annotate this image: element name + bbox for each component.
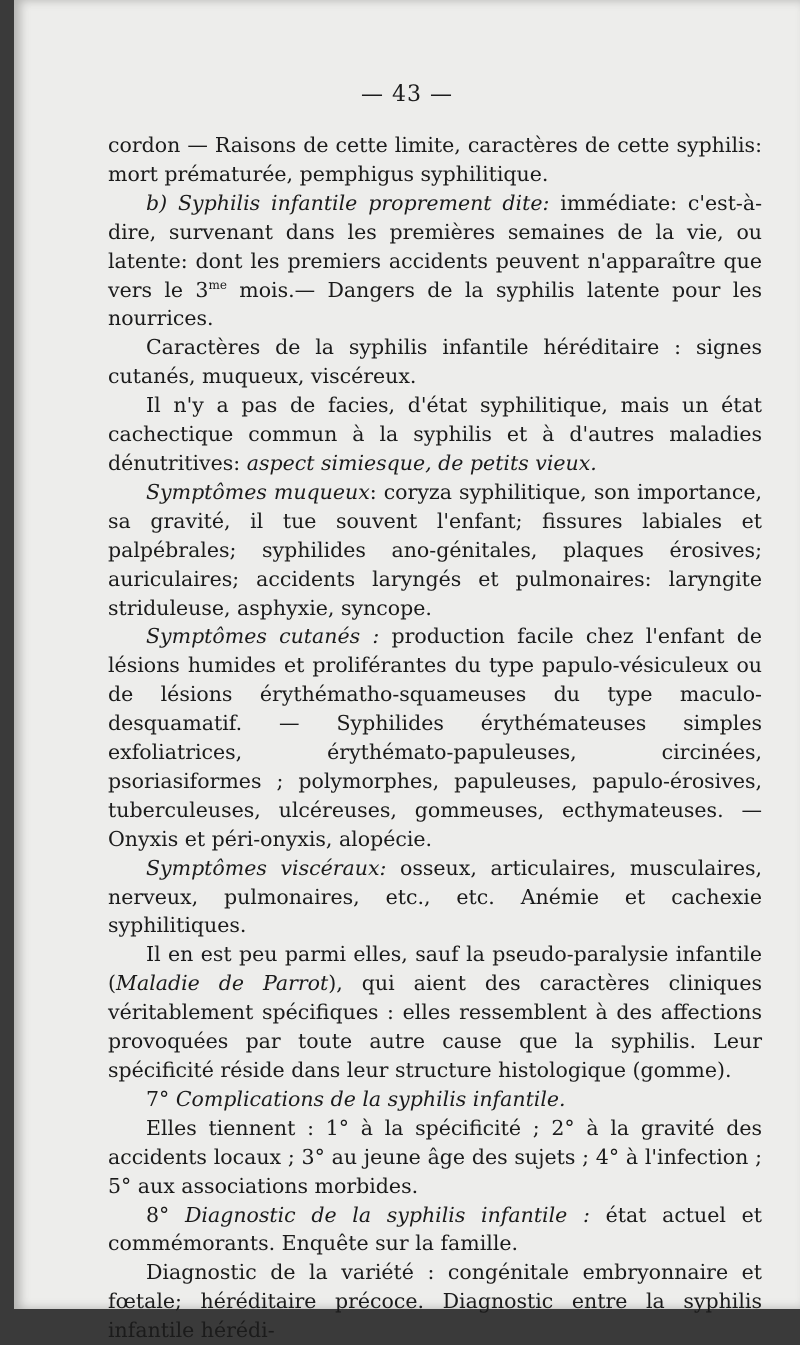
- text-run: Il en est peu parmi elles, sauf la pseudo-paralysie infantile (: [108, 942, 762, 996]
- paragraph: [108, 1114, 762, 1201]
- text-run: ), qui aient des caractères cliniques véritablement spécifiques : elles ressemblent à des affections provoquées par toute autre cause que la syphilis. Leur spécificité réside dans leur structure histologique (gomme).: [108, 971, 762, 1082]
- text-run: Elles tiennent : 1° à la spécificité ; 2° à la gravité des accidents locaux ; 3° au jeune âge des sujets ; 4° à l'infection ; 5° aux associations morbides.: [108, 1115, 762, 1198]
- text-run: état actuel et commémorants. Enquête sur la famille.: [108, 1202, 762, 1256]
- italic-text: Diagnostic de la syphilis infantile :: [169, 1202, 590, 1227]
- page-body-text: [108, 131, 762, 1345]
- paragraph: [108, 854, 762, 941]
- text-run: Il n'y a pas de facies, d'état syphilitique, mais un état cachectique commun à la syphilis et à d'autres maladies dénutritives:: [108, 393, 762, 475]
- italic-text: Maladie de Parrot: [116, 971, 329, 996]
- text-run: 7°: [146, 1086, 170, 1111]
- text-run: mois.— Dangers de la syphilis latente pour les nourrices.: [108, 277, 762, 331]
- paragraph: [108, 131, 762, 189]
- text-run: production facile chez l'enfant de lésions humides et proliférantes du type papulo-vésiculeux ou de lésions érythématho-squameuses du type maculo-desquamatif. — Syphilides érythémateuses simples exfoliatrices, érythémato-papuleuses, circinées, psoriasiformes ; polymorphes, papuleuses, papulo-érosives, tuberculeuses, ulcéreuses, gommeuses, ecthymateuses. — Onyxis et péri-onyxis, alopécie.: [108, 624, 762, 851]
- italic-text: Symptômes cutanés :: [146, 624, 380, 649]
- paragraph: [108, 478, 762, 623]
- page-number: — 43 —: [361, 82, 453, 107]
- text-run: me: [208, 277, 227, 292]
- italic-text: Complications de la syphilis infantile.: [169, 1086, 566, 1111]
- paragraph: [108, 391, 762, 478]
- paragraph: [108, 333, 762, 391]
- text-run: osseux, articulaires, musculaires, nerveux, pulmonaires, etc., etc. Anémie et cachexie syphilitiques.: [108, 855, 763, 938]
- text-run: : coryza syphilitique, son importance, sa gravité, il tue souvent l'enfant; fissures labiales et palpébrales; syphilides ano-génitales, plaques érosives; auriculaires; accidents laryngés et pulmonaires: laryngite striduleuse, asphyxie, syncope.: [108, 479, 762, 620]
- italic-text: aspect simiesque, de petits vieux.: [246, 450, 597, 475]
- paragraph: [108, 1085, 762, 1114]
- paragraph: [108, 1201, 762, 1259]
- text-run: Diagnostic de la variété : congénitale embryonnaire et fœtale; héréditaire précoce. Diagnostic entre la syphilis infantile hérédi-: [108, 1260, 762, 1343]
- text-run: Caractères de la syphilis infantile héréditaire : signes cutanés, muqueux, viscéreux.: [108, 335, 762, 389]
- text-run: cordon — Raisons de cette limite, caractères de cette syphilis: mort prématurée, pemphigus syphilitique.: [108, 133, 762, 186]
- book-page: [14, 0, 800, 1343]
- paragraph: [108, 622, 762, 853]
- italic-text: Symptômes muqueux: [146, 479, 370, 504]
- paragraph: [108, 1258, 762, 1345]
- italic-text: Symptômes viscéraux:: [146, 855, 387, 880]
- paragraph: [108, 189, 762, 334]
- paragraph: [108, 940, 762, 1085]
- text-run: 8°: [146, 1202, 170, 1227]
- italic-text: b) Syphilis infantile proprement dite:: [146, 190, 550, 215]
- text-run: immédiate: c'est-à-dire, survenant dans les premières semaines de la vie, ou latente: dont les premiers accidents peuvent n'apparaître que vers le 3: [108, 190, 763, 302]
